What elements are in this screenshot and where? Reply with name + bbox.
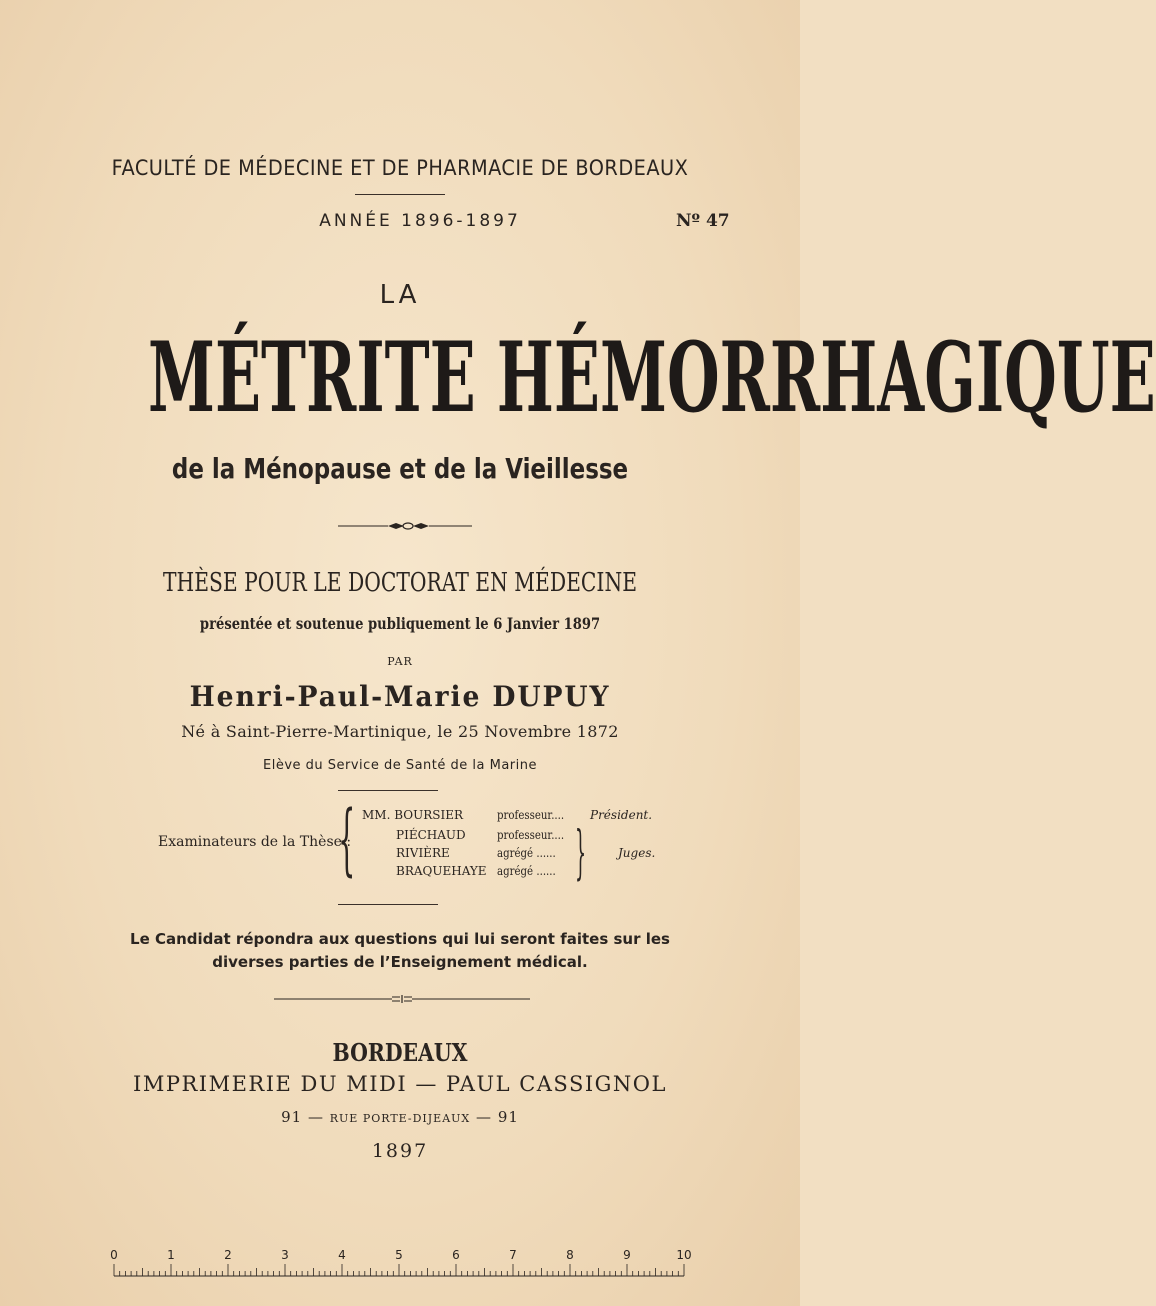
faculty-heading: FACULTÉ DE MÉDECINE ET DE PHARMACIE DE BORDEAUX (111, 156, 689, 180)
street-number-left: 91 (281, 1108, 303, 1126)
ruler-label: 1 (167, 1248, 175, 1262)
street-name: RUE PORTE-DIJEAUX (329, 1112, 471, 1125)
jury-right-brace: } (575, 818, 587, 886)
author-birth: Né à Saint-Pierre-Martinique, le 25 Novembre 1872 (181, 722, 619, 741)
ruler-ticks (100, 1262, 700, 1278)
jury-member-name: MM. BOURSIER (362, 808, 463, 822)
ruler-label: 3 (281, 1248, 289, 1262)
defense-date: présentée et soutenue publiquement le 6 Janvier 1897 (199, 614, 601, 633)
jury-member-role: Président. (590, 808, 653, 822)
candidate-notice: Le Candidat répondra aux questions qui lui seront faites sur les diverses parties de l’Enseignement médical. (130, 930, 670, 971)
imprint-year: 1897 (371, 1140, 429, 1162)
author-name: Henri-Paul-Marie DUPUY (189, 680, 611, 713)
jury-top-divider (338, 790, 438, 791)
jury-member-title: agrégé ...... (497, 846, 556, 860)
street-number-right: 91 (497, 1108, 519, 1126)
ruler-label: 0 (110, 1248, 118, 1262)
jury-member-name: BRAQUEHAYE (396, 864, 487, 878)
jury-member-name: RIVIÈRE (396, 846, 450, 860)
jury-member-title: professeur.... (497, 808, 565, 822)
ornament-divider (338, 520, 472, 532)
ruler-label: 5 (395, 1248, 403, 1262)
par-label: PAR (387, 655, 413, 668)
jury-member-title: agrégé ...... (497, 864, 556, 878)
jury-label: Examinateurs de la Thèse : (158, 834, 352, 850)
ruler-label: 10 (676, 1248, 692, 1262)
thesis-number: Nº 47 (676, 211, 730, 231)
jury-left-brace: { (338, 795, 356, 885)
academic-year: ANNÉE 1896-1897 (319, 211, 521, 231)
ruler-label: 4 (338, 1248, 346, 1262)
header-divider (355, 194, 445, 195)
ruler-label: 7 (509, 1248, 517, 1262)
author-affiliation: Elève du Service de Santé de la Marine (263, 758, 537, 773)
jury-member-title: professeur.... (497, 828, 565, 842)
subtitle: de la Ménopause et de la Vieillesse (171, 452, 629, 485)
scale-ruler (100, 1248, 700, 1278)
ornament-divider (274, 994, 530, 1004)
ruler-label: 2 (224, 1248, 232, 1262)
thesis-heading: THÈSE POUR LE DOCTORAT EN MÉDECINE (163, 568, 637, 598)
main-title: MÉTRITE HÉMORRHAGIQUE (148, 321, 1156, 434)
jury-member-role: Juges. (618, 846, 656, 860)
imprint-city: BORDEAUX (332, 1038, 468, 1067)
address-dash: — (307, 1108, 330, 1126)
ruler-label: 8 (566, 1248, 574, 1262)
imprint-printer: IMPRIMERIE DU MIDI — PAUL CASSIGNOL (133, 1072, 667, 1096)
ruler-label: 9 (623, 1248, 631, 1262)
address-dash: — (476, 1108, 498, 1126)
jury-bottom-divider (338, 904, 438, 905)
jury-member-name: PIÉCHAUD (396, 828, 466, 842)
ruler-label: 6 (452, 1248, 460, 1262)
title-article: LA (379, 280, 421, 310)
imprint-address (0, 1108, 800, 1126)
